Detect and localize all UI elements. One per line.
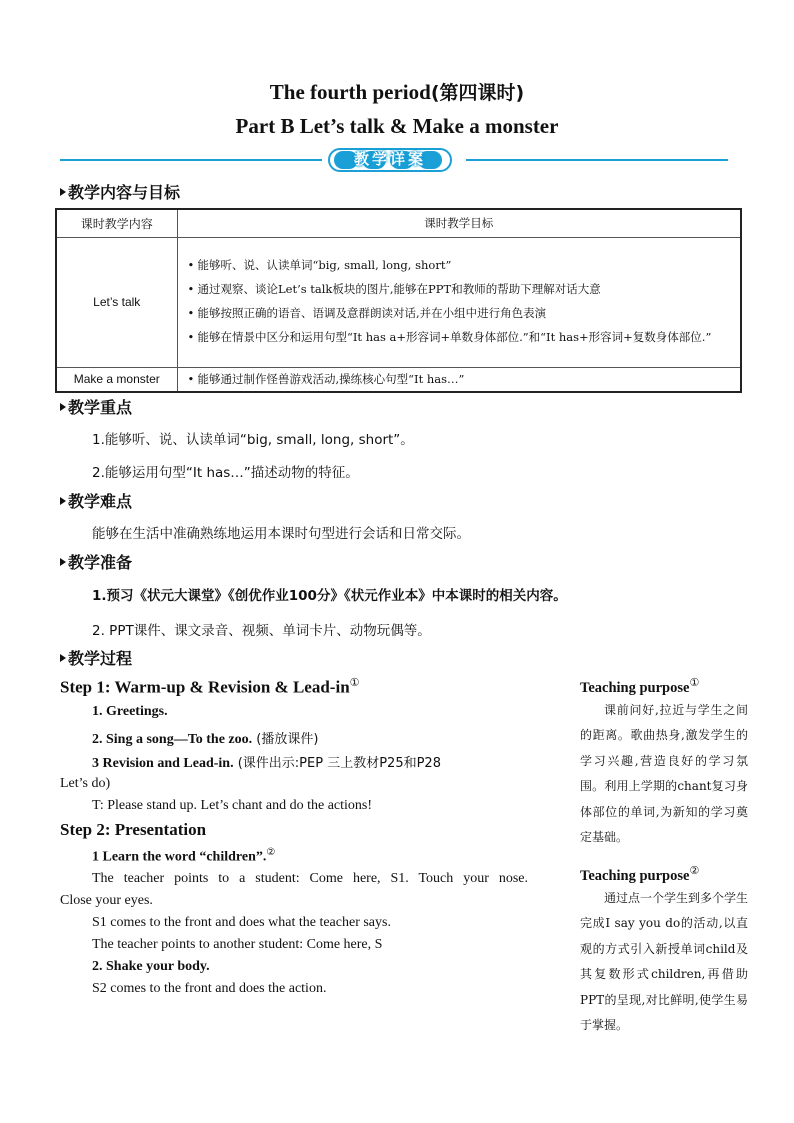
triangle-bullet-icon xyxy=(60,654,66,662)
step2-line3: The teacher points to another student: Come here, S xyxy=(92,937,383,952)
goals-table xyxy=(55,208,742,393)
table-header-row xyxy=(56,209,741,237)
key-point-1: 1.能够听、说、认读单词“big, small, long, short”。 xyxy=(92,432,414,448)
section-heading-key-points: 教学重点 xyxy=(60,395,132,418)
side-note-heading: Teaching purpose② xyxy=(580,865,700,884)
step2-line1b: Close your eyes. xyxy=(60,893,153,908)
section-heading-process: 教学过程 xyxy=(60,646,132,669)
side-note-body: 课前问好,拉近与学生之间的距离。歌曲热身,激发学生的学习兴趣,营造良好的学习氛围。利用上学期的chant复习身体部位的单词,为新知的学习奠定基础。 xyxy=(580,702,748,845)
key-point-2: 2.能够运用句型“It has…”描述动物的特征。 xyxy=(92,465,359,481)
step2-item1: 1 Learn the word “children”.② xyxy=(92,847,276,865)
side-note-1 xyxy=(580,676,748,851)
banner-label: 教学详案 xyxy=(353,150,426,168)
banner-line-right xyxy=(466,159,728,161)
table-header-content: 课时教学内容 xyxy=(56,209,177,237)
table-cell-content: Let’s talk xyxy=(56,237,177,367)
step2-item2: 2. Shake your body. xyxy=(92,959,210,974)
step1-revision: 3 Revision and Lead-in. (课件出示:PEP 三上教材P25和P28 xyxy=(92,756,441,771)
step1-greetings: 1. Greetings. xyxy=(92,704,168,719)
footnote-mark-1: ① xyxy=(349,677,360,689)
goal-item: • 通过观察、谈论Let’s talk板块的图片,能够在PPT和教师的帮助下理解对话大意 xyxy=(187,282,601,296)
goal-item: • 能够按照正确的语音、语调及意群朗读对话,并在小组中进行角色表演 xyxy=(187,306,547,320)
side-note-body: 通过点一个学生到多个学生完成I say you do的活动,以直观的方式引入新授单词child及其复数形式children,再借助PPT的呈现,对比鲜明,使学生易于掌握。 xyxy=(580,890,749,1033)
banner-line-left xyxy=(60,159,322,161)
difficulty-text: 能够在生活中准确熟练地运用本课时句型进行会话和日常交际。 xyxy=(92,526,470,542)
table-cell-goals xyxy=(177,237,741,367)
table-row xyxy=(56,237,741,367)
section-banner xyxy=(60,147,728,173)
triangle-bullet-icon xyxy=(60,188,66,196)
step1-sing: 2. Sing a song—To the zoo. (播放课件) xyxy=(92,732,319,747)
section-heading-difficulties: 教学难点 xyxy=(60,489,132,512)
page-title xyxy=(0,78,794,105)
step2-title: Step 2: Presentation xyxy=(60,820,207,839)
page-subtitle: Part B Let’s talk & Make a monster xyxy=(235,114,559,138)
section-heading-content-goals: 教学内容与目标 xyxy=(60,180,180,203)
step1-title: Step 1: Warm-up & Revision & Lead-in① xyxy=(60,677,360,697)
step2-line1a: The teacher points to a student: Come here, S1. Touch your nose. xyxy=(92,871,528,886)
title-en: The fourth period xyxy=(269,80,431,104)
goal-item: • 能够听、说、认读单词“big, small, long, short” xyxy=(187,258,452,272)
table-cell-goals xyxy=(177,367,741,392)
preparation-item-2: 2. PPT课件、课文录音、视频、单词卡片、动物玩偶等。 xyxy=(92,623,431,639)
step2-line4: S2 comes to the front and does the action. xyxy=(92,981,327,996)
triangle-bullet-icon xyxy=(60,558,66,566)
step1-revision-cont: Let’s do) xyxy=(60,776,111,791)
section-heading-preparation: 教学准备 xyxy=(60,550,132,573)
table-cell-content: Make a monster xyxy=(56,367,177,392)
preparation-item-1: 1.预习《状元大课堂》《创优作业100分》《状元作业本》中本课时的相关内容。 xyxy=(92,588,567,604)
table-header-goals: 课时教学目标 xyxy=(177,209,741,237)
footnote-mark-2: ② xyxy=(266,847,276,858)
step1-teacher-line: T: Please stand up. Let’s chant and do the actions! xyxy=(92,798,373,813)
goal-item: • 能够通过制作怪兽游戏活动,操练核心句型“It has…” xyxy=(187,371,465,386)
side-note-2 xyxy=(580,864,748,1039)
step2-line2: S1 comes to the front and does what the teacher says. xyxy=(92,915,391,930)
table-row xyxy=(56,367,741,392)
title-cn: (第四课时) xyxy=(430,82,525,104)
triangle-bullet-icon xyxy=(60,497,66,505)
triangle-bullet-icon xyxy=(60,403,66,411)
side-note-heading: Teaching purpose① xyxy=(580,677,700,696)
goal-item: • 能够在情景中区分和运用句型“It has a+形容词+单数身体部位.”和“It has+形容词+复数身体部位.” xyxy=(187,330,712,344)
